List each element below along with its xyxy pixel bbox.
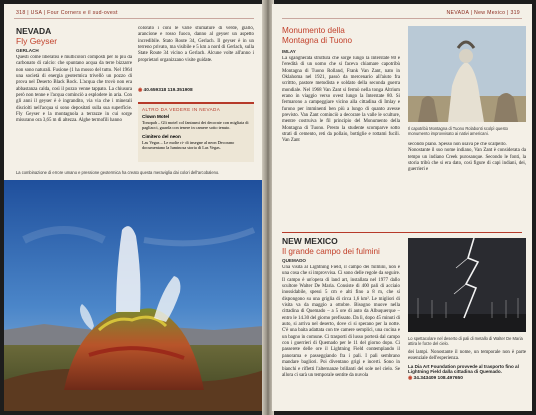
place-title-fly-geyser: Fly Geyser [16, 36, 58, 46]
coords-pin-icon: ◉ [138, 88, 144, 93]
fly-geyser-text-col1: Questi come liberatisi e multicolori composti per lo più da carbonato di calcio: che spuntano acqua da terre bizzarre non sono naturali. Fusione (1 ha mosso del tutto. Nel 1964 una società di energia geotermica trivellò un pozzo di prova nel Deserto Black Rock. L'acqua che trovò non era abbastanza calda, così il pozzo venne tappato. La chiusura però non tenne e l'acqua cominciò a esplodere in aria. Con gli anni il geyser è è ingrandito, via via che i minerali disciolti nell'acqua si sono depositati sulla sua superficie. Fly Geyser e la montagnola a terrazze in cui sorge misurano ora 3,65 m di altezza. Alghe termofili hanno [16, 55, 132, 124]
sidebar-text-clown-motel: Tonopah – Gli motel col fantasmi dei decorate con migliaia di pagliacci, guarda con tenere in camere sotto tenuto. [142, 120, 249, 131]
place-title-lightning-field: Il grande campo dei fulmini [282, 247, 380, 256]
lightning-field-text-end: dei lampi. Nonostante il nome, un temporale non è parte essenziale dell'esperienza. [408, 350, 526, 362]
section-separator [282, 232, 522, 233]
lightning-field-text-col1: Una visita al Lightning Field, il campo dei fulmini, non è una cosa che si improvvisa. Ci sono delle regole da seguire. Il campo è un'opera di land art, installata nel 1977 dallo scultore Walter De Maria. Consiste di 400 pali di acciaio inossidabile, spessi 5 cm e alti fino a 8 m, che si dispongono su una griglia di circa 1,6 km². Le migliori di visita va da maggio a ottobre. Bisogno muove nella cittadina di Quemado – a 5 ore di auto da Albuquerque – entro le 14.30 del giorno prefissato. Da lì, dopo 45 minuti di auto, si arriva nel deserto, dove ci si sperano per la notte. C'è una baita adattata con tre camere semplici, una cucina e un bagno in comune. Ci trasporti di lusso porterà dal campo con i guerrieri di Quemado per le 11 del giorno dopo. Ci passerete delle ore il Lightning Field contemplando il panorama e passeggiando fra i pali. I pali sembrano mandare bagliori. Poi diventano grigi e incerti. Sono in bianchi e rifletti l'alternanze brillanti del sole nel cielo. Se allora ci sarà un temporale sentite da nuvola [282, 265, 400, 378]
sidebar-box-nevada [138, 102, 254, 162]
coords-lightning-field: ◉ 34.343409 108.497650 [408, 375, 463, 381]
sidebar-sub-clown-motel: Clown Motel [142, 114, 170, 119]
running-head-rule [14, 18, 254, 19]
left-page [4, 4, 264, 411]
sidebar-sub-neon: Cimitero del neon [142, 133, 181, 139]
lightning-field-photo [408, 238, 526, 332]
running-head-left: 318 | USA | Four Corners e il sud-ovest [16, 10, 118, 16]
fly-geyser-illustration [4, 180, 264, 411]
sidebar-box-title: ALTRO DA VEDERE IN NEVADA [142, 107, 221, 112]
coords-pin-icon: ◉ [408, 375, 414, 381]
city-label-gerlach: GERLACH [16, 48, 39, 53]
state-heading-nevada: NEVADA [16, 26, 52, 36]
running-head-rule-right [282, 18, 522, 19]
thunder-mountain-text-col2b: secondo piano. Spesso non usava pe che scalpello. Nonostante il suo nome indiano, Van Zant è considerata da tempo un indiano Creek purosanque. Secondo le fonti, la storia tribù che si era dato, così figure di capi indiani, dei, guerrieri e [408, 142, 526, 173]
sidebar-text-neon: Las Vegas – Le molte ri- di insegne al neon Decorano documentano la luminosa storia di Las Vegas. [142, 139, 235, 150]
lightning-field-practical-info: La Dia Art Foundation provvede al trasporto fino al Lightning Field dalla cittadina di Quemado. [408, 363, 519, 375]
lightning-field-text-col2 [408, 350, 526, 381]
state-heading-new-mexico: NEW MEXICO [282, 236, 338, 246]
thunder-mountain-photo [408, 26, 526, 122]
right-page [272, 4, 532, 411]
lightning-field-illustration [408, 238, 526, 332]
lightning-field-caption: Lo spettacolare nel deserto di pali di metallo di Walter De Maria attira le forze del cielo. [408, 336, 523, 346]
thunder-mountain-caption: Il capotribù Montagna di Tuono Rolabonti scolpì questo monumento improvvisato ai nativi americani. [408, 126, 508, 136]
coords-fly-geyser: ◉ 40.659318 119.351908 [138, 88, 193, 93]
city-label-quemado: QUEMADO [282, 258, 306, 263]
thunder-mountain-text-col1: La sgangherata struttura che sorge lungo la Interstate 80 e l'eredità di un uomo che si faceva chiamare capotribù Montagna di Tuono Rolland, Frank Van Zant, nato in Oklahoma nel 1921, passò da mercenario all'aiuto fra scrittto, pastore metodista e soldato della seconda guerra mondiale. Nel 1968 Van Zant si fermò nella tonga Altrium erano in viaggio verso ovest lungo la Interstate 80. Si fermarono a campeggiare vicino alla cittadina di Imlay e furono per imminenti ben più a lungo di quanto avesse previsto. Van Zant cominciò a decorare la valle le sculture, mentre costruiva le fil principio del Monumento della Montagna di Tuono. Presto la studente scomparve sotto strati di cemento, reti da pollaio, bottiglie e rottami fucili. Van Zant [282, 56, 400, 144]
fly-geyser-photo [4, 180, 264, 411]
place-title-thunder-mountain: Monumento della Montagna di Tuono [282, 26, 353, 45]
fly-geyser-text-col2: colorato i coni le varie sfumature di verde, giallo, arancione e rosso fuoco, danno al geyser un aspetto incredibile. Stato Route 34, Gerlach. Il geyser è in un terreno privato, ma visibile e 5 km a nord di Gerlach, sulla State Route 34 vicino a Gerlach. Alcune volte all'anno i proprietari organizzano visite guidate. [138, 26, 254, 63]
thunder-mountain-illustration [408, 26, 526, 122]
running-head-right: NEVADA | New Mexico | 319 [446, 10, 520, 16]
city-label-imlay: IMLAY [282, 49, 296, 54]
fly-geyser-photo-caption: La combinazione di errore umano e pressione geotermica ha creato questa meraviglia dai colori dell'arcobaleno. [16, 170, 220, 175]
